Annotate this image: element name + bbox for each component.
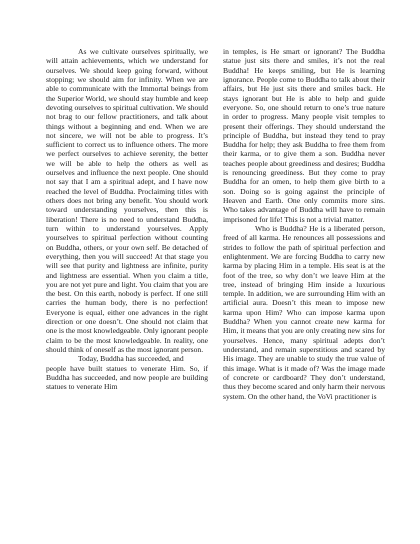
paragraph: Today, Buddha has succeeded, and xyxy=(78,354,184,364)
paragraph: in temples, is He smart or ignorant? The Buddha statue just sits there and smiles, it’s not the real Buddha! He keeps smiling, but He is learning ignorance. People come to Buddha to talk about their affairs, but He just sits there and smiles back. He stays ignorant but He is able to help and guide everyone. So, one should return to one’s true nature in order to progress. Many people visit temples to present their offerings. They should understand the principle of Buddha, but instead they tend to pray Buddha for help; they ask Buddha to free them from their karma, or to give them a son. Buddha never teaches people about greediness and desires; Buddha is renouncing greediness. But they come to pray Buddha for an omen, to help them give birth to a son. Doing so is going against the principle of Heaven and Earth. One only commits more sins. Who takes advantage of Buddha will have to remain imprisoned for life! This is not a trivial matter. xyxy=(223,47,385,224)
paragraph: As we cultivate ourselves spiritually, we will attain achievements, which we understand for ourselves. We should keep going forward, without stopping; we should aim for infinity. When we are able to communicate with the Immortal beings from the Superior World, we should stay humble and keep devoting ourselves to spiritual cultivation. We should not brag to our fellow practitioners, and talk about things without a beginning and end. When we are not sincere, we will not be able to progress. It’s sufficient to correct us to influence others. The more we perfect ourselves to achieve serenity, the better we will be able to help the others as well as ourselves and influence the next people. One should not say that I am a spiritual adept, and I have now reached the level of Buddha. Proclaiming titles with others does not bring any benefit. You should work toward understanding yourselves, then this is liberation! There is no need to understand Buddha, turn within to understand yourselves. Apply yourselves to spiritual perfection without counting on Buddha, others, or your own self. Be detached of everything, then you will succeed! At that stage you will see that purity and lightness are infinite, purity and lightness are essential. When you claim a title, you are not yet pure and light. You claim that you are the best. On this earth, nobody is perfect. If one still carries the human body, there is no perfection! Everyone is equal, either one advances in the right direction or one doesn’t. One should not claim that one is the most knowledgeable. Only ignorant people claim to be the most knowledgeable. In reality, one should think of oneself as the most ignorant person. xyxy=(46,47,208,354)
paragraph: Who is Buddha? He is a liberated person, freed of all karma. He renounces all possessions and strides to follow the path of spiritual perfection and enlightenment. We are forcing Buddha to carry new karma by placing Him in a temple. His seat is at the foot of the tree, so why don’t we leave Him at the tree, instead of bringing Him inside a luxurious temple. In addition, we are surrounding Him with an artificial aura. Doesn’t this mean to impose new karma upon Him? Who can impose karma upon Buddha? When you cannot create new karma for Him, it means that you are only creating new sins for yourselves. Hence, many spiritual adepts don’t understand, and remain superstitious and scared by His image. They are unable to study the true value of this image. What is it made of? Was the image made of concrete or cardboard? They don’t understand, thus they become scared and only harm their nervous system. On the other hand, the VoVi practitioner is xyxy=(223,223,385,401)
right-column xyxy=(223,47,385,401)
left-column xyxy=(46,47,208,392)
paragraph: people have built statues to venerate Him. So, if Buddha has succeeded, and now people are building statues to venerate Him xyxy=(46,363,208,392)
